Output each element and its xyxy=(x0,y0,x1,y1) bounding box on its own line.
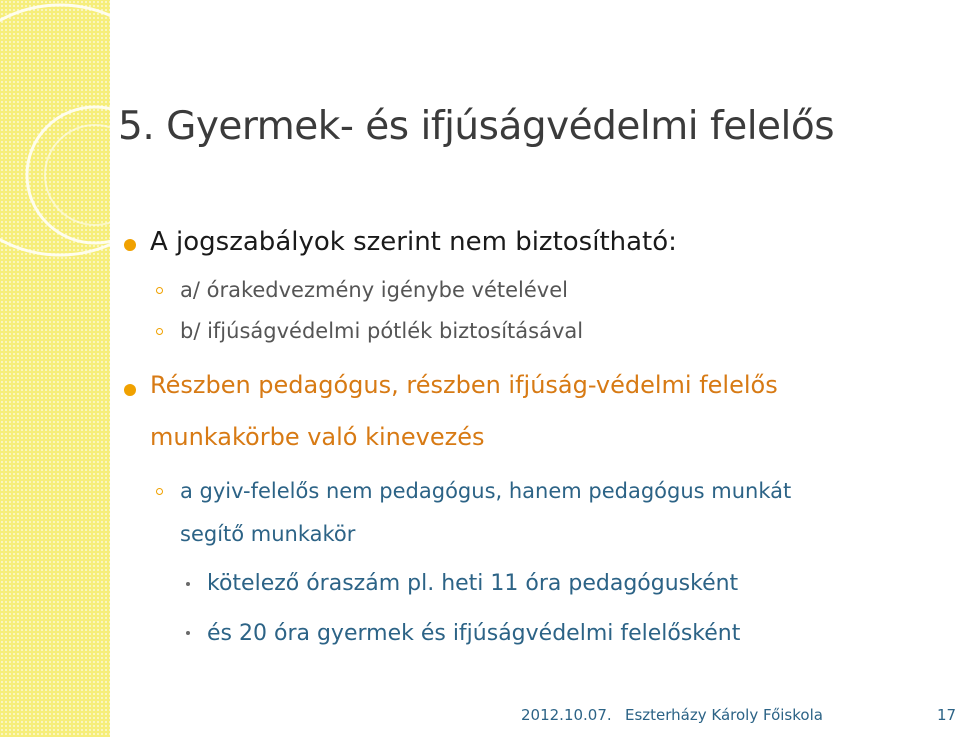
sub-bullet-text: b/ ifjúságvédelmi pótlék biztosításával xyxy=(180,319,584,343)
small-bullet xyxy=(186,582,190,586)
sub-bullet-ring xyxy=(156,287,163,294)
footer-date: 2012.10.07. xyxy=(521,706,612,724)
sub-bullet-text: a gyiv-felelős nem pedagógus, hanem pedagógus munkát xyxy=(180,479,792,503)
footer-institution: Eszterházy Károly Főiskola xyxy=(625,706,823,724)
bullet-text: A jogszabályok szerint nem biztosítható: xyxy=(150,227,677,257)
sub-bullet-text: a/ órakedvezmény igénybe vételével xyxy=(180,278,568,302)
bullet-dot xyxy=(124,239,136,251)
bullet-text: Részben pedagógus, részben ifjúság-védelmi felelős xyxy=(150,371,778,399)
sub-bullet-text-continued: segítő munkakör xyxy=(180,522,356,546)
sub-bullet-ring xyxy=(156,328,163,335)
sub-sub-bullet-text: és 20 óra gyermek és ifjúságvédelmi felelősként xyxy=(207,621,741,646)
sub-bullet-ring xyxy=(156,488,163,495)
sub-sub-bullet-text: kötelező óraszám pl. heti 11 óra pedagógusként xyxy=(207,571,739,596)
bullet-text-continued: munkakörbe való kinevezés xyxy=(150,423,485,451)
bullet-dot xyxy=(124,384,136,396)
small-bullet xyxy=(186,631,190,635)
footer-page-number: 17 xyxy=(937,706,957,724)
slide-title: 5. Gyermek- és ifjúságvédelmi felelős xyxy=(118,104,835,149)
